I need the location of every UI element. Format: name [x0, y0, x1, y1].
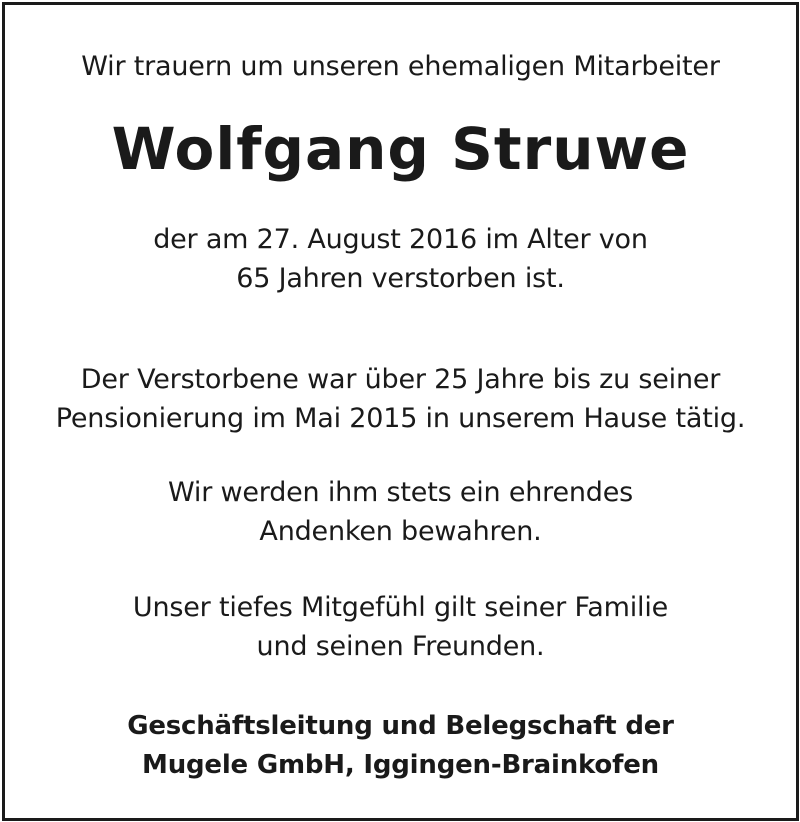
signature-line-2: Mugele GmbH, Iggingen-Brainkofen [142, 750, 659, 780]
intro-text: Wir trauern um unseren ehemaligen Mitarbeiter [81, 51, 720, 82]
death-text-line-1: der am 27. August 2016 im Alter von [153, 224, 648, 255]
condolence-text-line-1: Unser tiefes Mitgefühl gilt seiner Familie [132, 592, 669, 623]
memory-text-line-1: Wir werden ihm stets ein ehrendes [167, 477, 634, 508]
deceased-name: Wolfgang Struwe [111, 115, 690, 183]
condolence-text-line-2: und seinen Freunden. [256, 631, 545, 662]
service-text-line-2: Pensionierung im Mai 2015 in unserem Hause tätig. [55, 403, 746, 434]
service-text-line-1: Der Verstorbene war über 25 Jahre bis zu seiner [80, 364, 721, 395]
memory-text-line-2: Andenken bewahren. [259, 516, 542, 547]
death-text-line-2: 65 Jahren verstorben ist. [236, 263, 565, 294]
notice-border [2, 2, 799, 821]
signature-line-1: Geschäftsleitung und Belegschaft der [127, 711, 674, 741]
